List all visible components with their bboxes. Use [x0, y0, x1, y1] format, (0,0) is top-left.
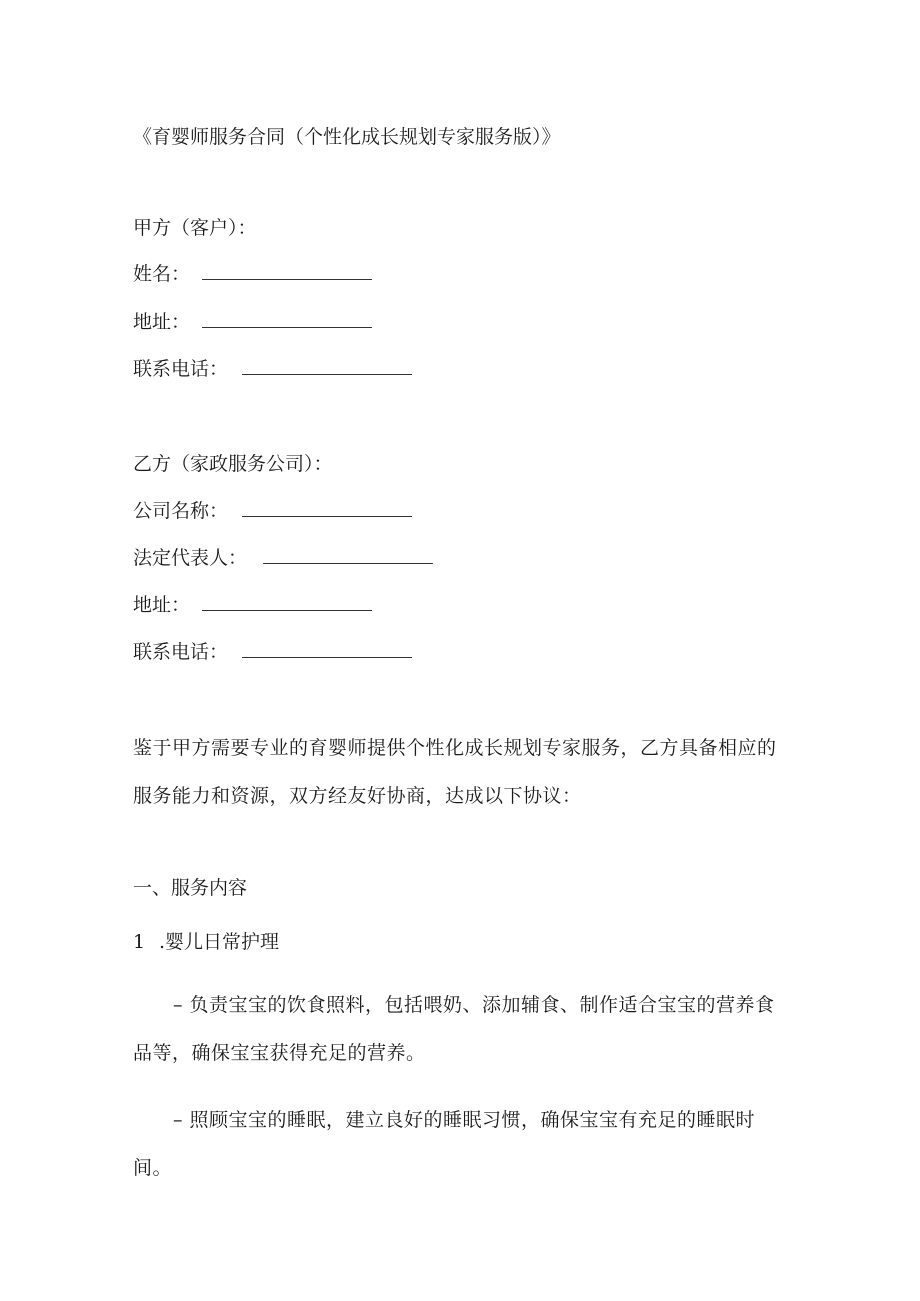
party-b-phone-label: 联系电话：	[133, 641, 229, 663]
party-a-phone-blank	[242, 357, 412, 375]
party-a-name-row	[133, 262, 372, 286]
party-b-rep-blank	[263, 546, 433, 564]
party-b-company-blank	[242, 499, 412, 517]
document-title: 《育婴师服务合同（个性化成长规划专家服务版）》	[133, 126, 561, 148]
item-1-number: 1	[133, 931, 146, 953]
party-b-address-label: 地址：	[133, 594, 191, 616]
party-b-phone-row	[133, 640, 412, 664]
party-a-address-label: 地址：	[133, 311, 191, 333]
party-b-phone-blank	[242, 640, 412, 658]
party-b-rep-row	[133, 546, 433, 570]
bullet-paragraph: – 负责宝宝的饮食照料，包括喂奶、添加辅食、制作适合宝宝的营养食品等，确保宝宝获得充足的营养。	[133, 994, 775, 1064]
preamble-paragraph: 鉴于甲方需要专业的育婴师提供个性化成长规划专家服务，乙方具备相应的服务能力和资源，双方经友好协商，达成以下协议：	[133, 737, 777, 807]
party-b-company-row	[133, 499, 412, 523]
party-a-address-blank	[202, 310, 372, 328]
party-a-heading: 甲方（客户）：	[133, 217, 257, 239]
party-a-address-row	[133, 310, 372, 334]
item-1-heading	[133, 930, 279, 954]
party-a-phone-row	[133, 357, 412, 381]
party-a-name-blank	[202, 262, 372, 280]
party-b-address-row	[133, 593, 372, 617]
section-1-heading: 一、服务内容	[133, 877, 248, 899]
party-b-rep-label: 法定代表人：	[133, 547, 248, 569]
bullet-paragraph: – 照顾宝宝的睡眠，建立良好的睡眠习惯，确保宝宝有充足的睡眠时间。	[133, 1109, 756, 1179]
party-b-address-blank	[202, 593, 372, 611]
party-a-name-label: 姓名：	[133, 263, 191, 285]
item-1-title: .婴儿日常护理	[159, 931, 280, 953]
party-b-company-label: 公司名称：	[133, 500, 229, 522]
party-a-phone-label: 联系电话：	[133, 358, 229, 380]
party-b-heading: 乙方（家政服务公司）：	[133, 453, 333, 475]
